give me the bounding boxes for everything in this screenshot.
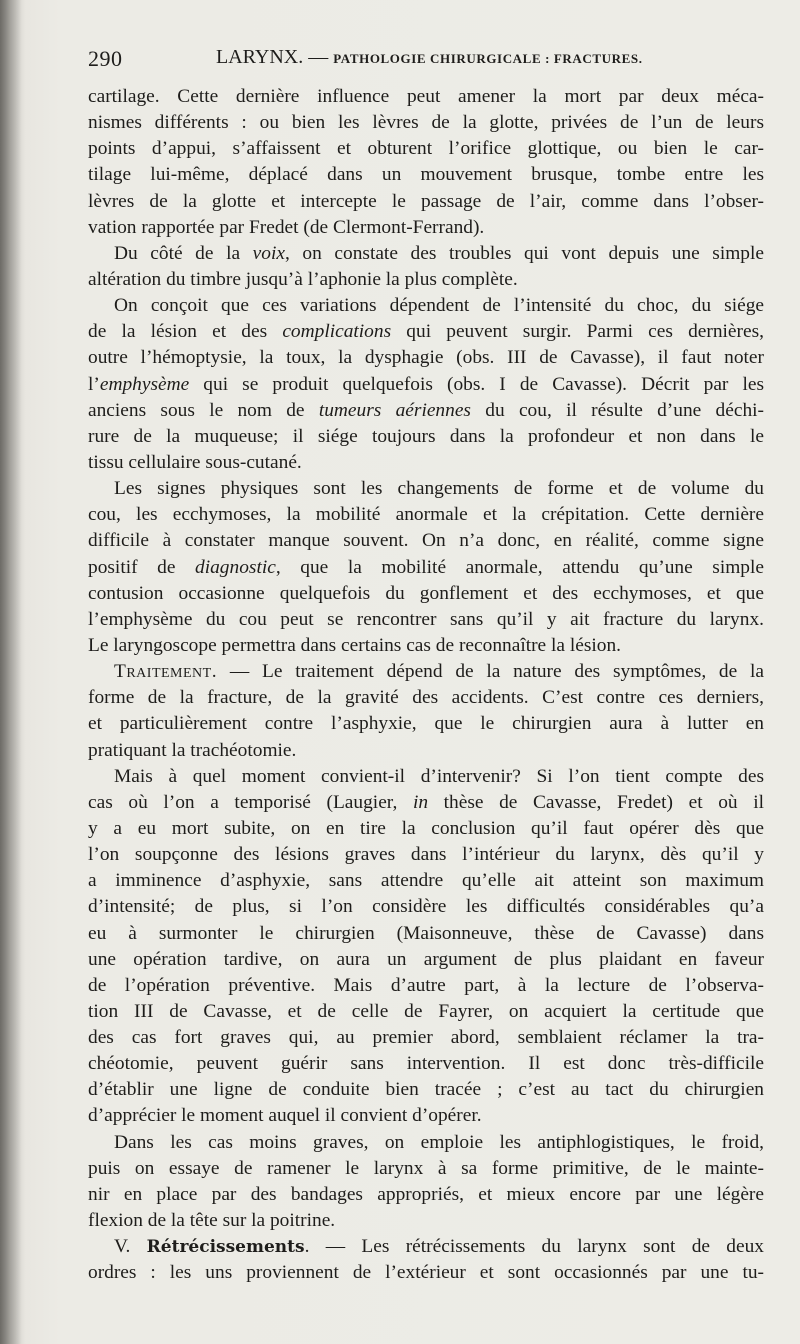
text-run: l’ <box>88 373 100 395</box>
text-run: positif de <box>88 556 196 578</box>
text-line: lèvres de la glotte et intercepte le passage de l’air, comme dans l’obser- <box>88 190 764 212</box>
text-line: tilage lui-même, déplacé dans un mouvement brusque, tombe entre les <box>88 164 764 186</box>
italic-term: tumeurs aériennes <box>318 399 471 421</box>
text-line <box>88 1234 764 1260</box>
text-line: ordres : les uns proviennent de l’extérieur et sont occasionnés par une tu- <box>88 1262 764 1284</box>
text-line: de l’opération préventive. Mais d’autre part, à la lecture de l’observa- <box>88 974 764 996</box>
text-line: a imminence d’asphyxie, sans attendre qu’elle ait atteint son maximum <box>88 870 764 892</box>
text-line: l’emphysème du cou peut se rencontrer sans qu’il y ait fracture du larynx. <box>88 608 764 630</box>
text-line: Les signes physiques sont les changements de forme et de volume du <box>114 478 764 500</box>
text-line: Dans les cas moins graves, on emploie les antiphlogistiques, le froid, <box>114 1131 764 1153</box>
italic-term: voix <box>252 242 285 264</box>
page-number: 290 <box>88 46 123 71</box>
text-line: nismes différents : ou bien les lèvres de la glotte, privées de l’un de leurs <box>88 112 764 134</box>
text-line: contusion occasionne quelquefois du gonflement et des ecchymoses, et que <box>88 582 764 604</box>
text-run: thèse de Cavasse, Fredet) et où il <box>428 791 764 813</box>
text-run: , que la mobilité anormale, attendu qu’une simple <box>275 556 764 578</box>
text-line <box>88 319 764 345</box>
text-line: forme de la fracture, de la gravité des accidents. C’est contre ces derniers, <box>88 687 764 709</box>
text-line: d’apprécier le moment auquel il convient d’opérer. <box>88 1105 482 1127</box>
text-line: outre l’hémoptysie, la toux, la dysphagie (obs. III de Cavasse), il faut noter <box>88 347 764 369</box>
italic-term: complications <box>282 321 392 343</box>
text-line: cou, les ecchymoses, la mobilité anormale et la crépitation. Cette dernière <box>88 504 764 526</box>
text-line: flexion de la tête sur la poitrine. <box>88 1210 336 1232</box>
section-heading-retrecissements: Rétrécissements <box>146 1237 305 1258</box>
text-line <box>88 241 764 267</box>
italic-term: emphysème <box>99 373 190 395</box>
text-line: d’établir une ligne de conduite bien tracée ; c’est au tact du chirurgien <box>88 1079 764 1101</box>
text-line: cartilage. Cette dernière influence peut amener la mort par deux méca- <box>88 86 764 107</box>
text-line <box>88 659 764 685</box>
text-line: altération du timbre jusqu’à l’aphonie la plus complète. <box>88 268 518 290</box>
text-line: rure de la muqueuse; il siége toujours dans la profondeur et non dans le <box>88 425 764 447</box>
section-heading-traitement: Traitement. <box>114 661 218 683</box>
text-run: . — Les rétrécissements du larynx sont de deux <box>304 1236 764 1258</box>
text-line <box>88 372 764 398</box>
text-line: d’intensité; de plus, si l’on considère les difficultés considérables qu’a <box>88 896 764 918</box>
text-run: V. <box>114 1236 147 1258</box>
text-line: tissu cellulaire sous-cutané. <box>88 451 302 473</box>
text-line <box>88 790 764 816</box>
text-run: de la lésion et des <box>88 321 283 343</box>
text-run: , on constate des troubles qui vont depuis une simple <box>284 242 764 264</box>
text-line: et particulièrement contre l’asphyxie, que le chirurgien aura à lutter en <box>88 713 764 735</box>
text-line <box>88 398 764 424</box>
text-run: qui se produit quelquefois (obs. I de Cavasse). Décrit par les <box>189 373 764 395</box>
text-line: des cas fort graves qui, au premier abord, semblaient réclamer la tra- <box>88 1027 764 1049</box>
running-title-sub: PATHOLOGIE CHIRURGICALE : FRACTURES. <box>333 51 643 66</box>
text-line: y a eu mort subite, on en tire la conclusion qu’il faut opérer dès que <box>88 817 764 839</box>
running-header <box>88 46 770 76</box>
text-line: Le laryngoscope permettra dans certains cas de reconnaître la lésion. <box>88 634 622 656</box>
text-line: points d’appui, s’affaissent et obturent l’orifice glottique, ou bien le car- <box>88 138 764 160</box>
italic-term: diagnostic <box>195 556 276 578</box>
text-line: nir en place par des bandages appropriés, et mieux encore par une légère <box>88 1183 764 1205</box>
running-title-main: LARYNX. — <box>216 46 329 68</box>
text-line: eu à surmonter le chirurgien (Maisonneuve, thèse de Cavasse) dans <box>88 922 764 944</box>
text-line: tion III de Cavasse, et de celle de Fayrer, on acquiert la certitude que <box>88 1000 764 1022</box>
text-line: vation rapportée par Fredet (de Clermont-Ferrand). <box>88 216 485 238</box>
running-title <box>216 46 643 69</box>
text-run: anciens sous le nom de <box>88 399 319 421</box>
text-run: Du côté de la <box>114 242 253 264</box>
italic-term: in <box>412 791 429 813</box>
text-line: l’on soupçonne des lésions graves dans l’intérieur du larynx, dès qu’il y <box>88 844 764 866</box>
text-line <box>88 555 764 581</box>
text-run: du cou, il résulte d’une déchi- <box>470 399 764 421</box>
text-line: puis on essaye de ramener le larynx à sa forme primitive, de le mainte- <box>88 1157 764 1179</box>
text-run: — Le traitement dépend de la nature des symptômes, de la <box>217 661 764 683</box>
text-line: chéotomie, peuvent guérir sans intervention. Il est donc très-difficile <box>88 1053 764 1075</box>
text-line: Mais à quel moment convient-il d’intervenir? Si l’on tient compte des <box>114 765 764 787</box>
text-run: qui peuvent surgir. Parmi ces dernières, <box>391 321 764 343</box>
text-line: pratiquant la trachéotomie. <box>88 739 297 761</box>
body-text <box>88 84 764 1286</box>
text-line: une opération tardive, on aura un argument de plus plaidant en faveur <box>88 948 764 970</box>
text-run: cas où l’on a temporisé (Laugier, <box>88 791 413 813</box>
text-line: difficile à constater manque souvent. On n’a donc, en réalité, comme signe <box>88 530 764 552</box>
binding-shadow <box>0 0 22 1344</box>
text-line: On conçoit que ces variations dépendent de l’intensité du choc, du siége <box>114 295 764 317</box>
